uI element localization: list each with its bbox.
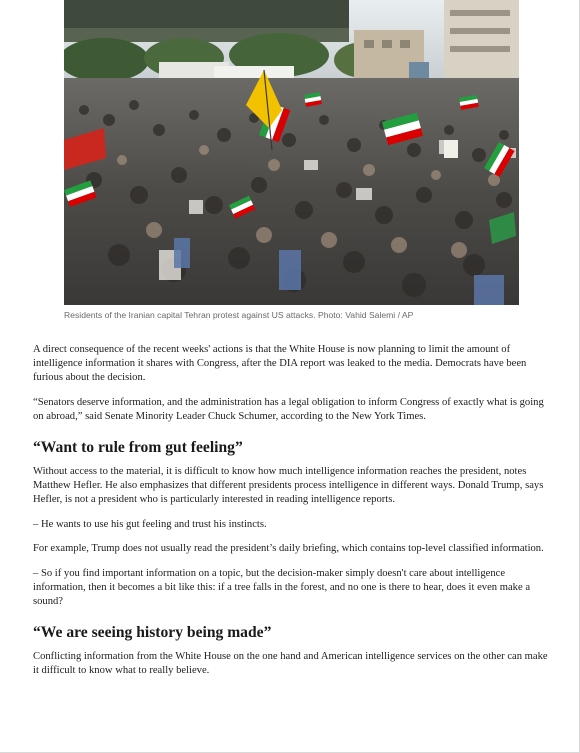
article-photo (64, 0, 519, 305)
photo-caption: Residents of the Iranian capital Tehran protest against US attacks. Photo: Vahid Salemi / AP (64, 310, 414, 320)
paragraph: – He wants to use his gut feeling and trust his instincts. (33, 518, 267, 530)
paragraph: – So if you find important information on a topic, but the decision-maker simply doesn't care about intelligence information, then it becomes a bit like this: if a tree falls in the forest, and no one is there to hear, does it even make a sound? (33, 567, 531, 608)
paragraph: For example, Trump does not usually read the president’s daily briefing, which contains top-level classified information. (33, 543, 544, 555)
article-body (33, 343, 548, 689)
protest-crowd-image (64, 0, 519, 305)
paragraph: “Senators deserve information, and the administration has a legal obligation to inform Congress of exactly what is going on abroad,” said Senate Minority Leader Chuck Schumer, according to the New York Times. (33, 396, 544, 422)
paragraph: A direct consequence of the recent weeks' actions is that the White House is now planning to limit the amount of intelligence information it shares with Congress, after the DIA report was leaked to the media. Democrats have been furious about the decision. (33, 344, 527, 384)
section-heading: “Want to rule from gut feeling” (33, 438, 243, 456)
paragraph: Conflicting information from the White House on the one hand and American intelligence services on the other can make it difficult to know what to really believe. (33, 651, 548, 677)
section-heading: “We are seeing history being made” (33, 624, 272, 642)
paragraph: Without access to the material, it is difficult to know how much intelligence information reaches the president, notes Matthew Hefler. He also emphasizes that different presidents process intelligence in different ways. Donald Trump, says Hefler, is not a president who is particularly interested in reading intelligence reports. (33, 465, 544, 506)
